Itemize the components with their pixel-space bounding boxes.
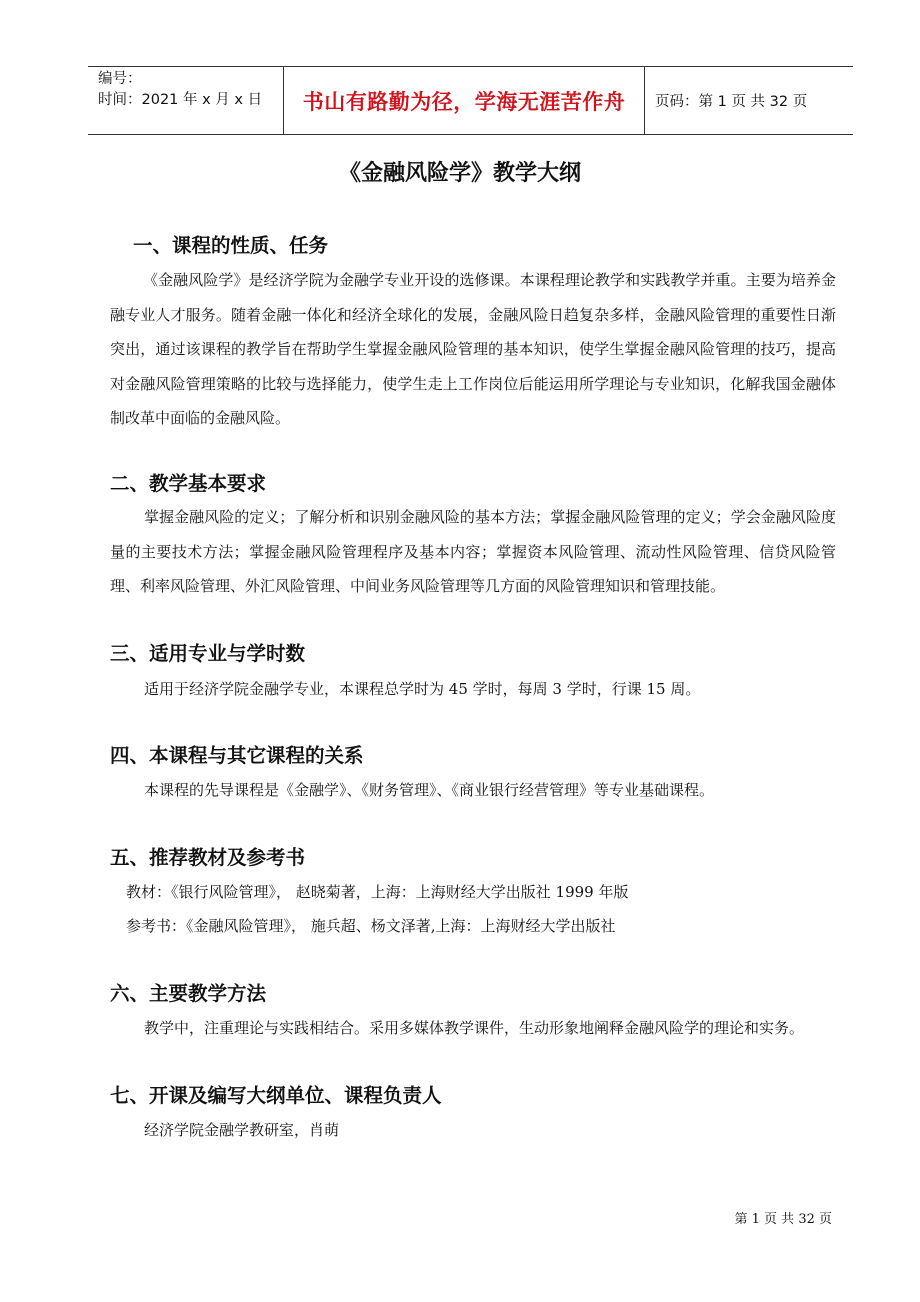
section-1-body: 《金融风险学》是经济学院为金融学专业开设的选修课。本课程理论教学和实践教学并重。主要为培养金融专业人才服务。随着金融一体化和经济全球化的发展，金融风险日趋复杂多样，金融风险管理的重要性日渐突出，通过该课程的教学旨在帮助学生掌握金融风险管理的基本知识，使学生掌握金融风险管理的技巧，提高对金融风险管理策略的比较与选择能力，使学生走上工作岗位后能运用所学理论与专业知识，化解我国金融体制改革中面临的金融风险。 [110, 271, 836, 427]
document-time-label: 时间：2021 年 x 月 x 日 [98, 92, 263, 108]
section-2-body: 掌握金融风险的定义；了解分析和识别金融风险的基本方法；掌握金融风险管理的定义；学会金融风险度量的主要技术方法；掌握金融风险管理程序及基本内容；掌握资本风险管理、流动性风险管理、信贷风险管理、利率风险管理、外汇风险管理、中间业务风险管理等几方面的风险管理知识和管理技能。 [110, 508, 836, 595]
section-5-heading: 五、推荐教材及参考书 [110, 846, 306, 869]
section-7-heading: 七、开课及编写大纲单位、课程负责人 [110, 1084, 442, 1107]
section-5-reference: 参考书：《金融风险管理》， 施兵超、杨文泽著,上海：上海财经大学出版社 [126, 917, 616, 935]
section-4-body: 本课程的先导课程是《金融学》、《财务管理》、《商业银行经营管理》等专业基础课程。 [144, 781, 715, 799]
header-meta [88, 67, 284, 134]
section-3-heading: 三、适用专业与学时数 [110, 642, 306, 665]
section-3-body: 适用于经济学院金融学专业，本课程总学时为 45 学时，每周 3 学时，行课 15 周。 [144, 680, 701, 698]
page-footer: 第 1 页 共 32 页 [734, 1212, 832, 1227]
header-page-code: 页码：第 1 页 共 32 页 [655, 94, 808, 110]
document-number-label: 编号： [98, 71, 142, 87]
page-header [88, 66, 853, 135]
section-1-heading: 一、课程的性质、任务 [133, 234, 329, 257]
section-4-heading: 四、本课程与其它课程的关系 [110, 744, 364, 767]
section-6-body: 教学中，注重理论与实践相结合。采用多媒体教学课件，生动形象地阐释金融风险学的理论和实务。 [144, 1019, 805, 1037]
section-5-textbook: 教材：《银行风险管理》， 赵晓菊著，上海：上海财经大学出版社 1999 年版 [126, 883, 629, 901]
section-7-body: 经济学院金融学教研室，肖萌 [144, 1121, 340, 1139]
document-title: 《金融风险学》教学大纲 [338, 161, 581, 186]
header-motto: 书山有路勤为径，学海无涯苦作舟 [284, 67, 645, 134]
section-2-heading: 二、教学基本要求 [110, 472, 267, 495]
section-6-heading: 六、主要教学方法 [110, 982, 267, 1005]
